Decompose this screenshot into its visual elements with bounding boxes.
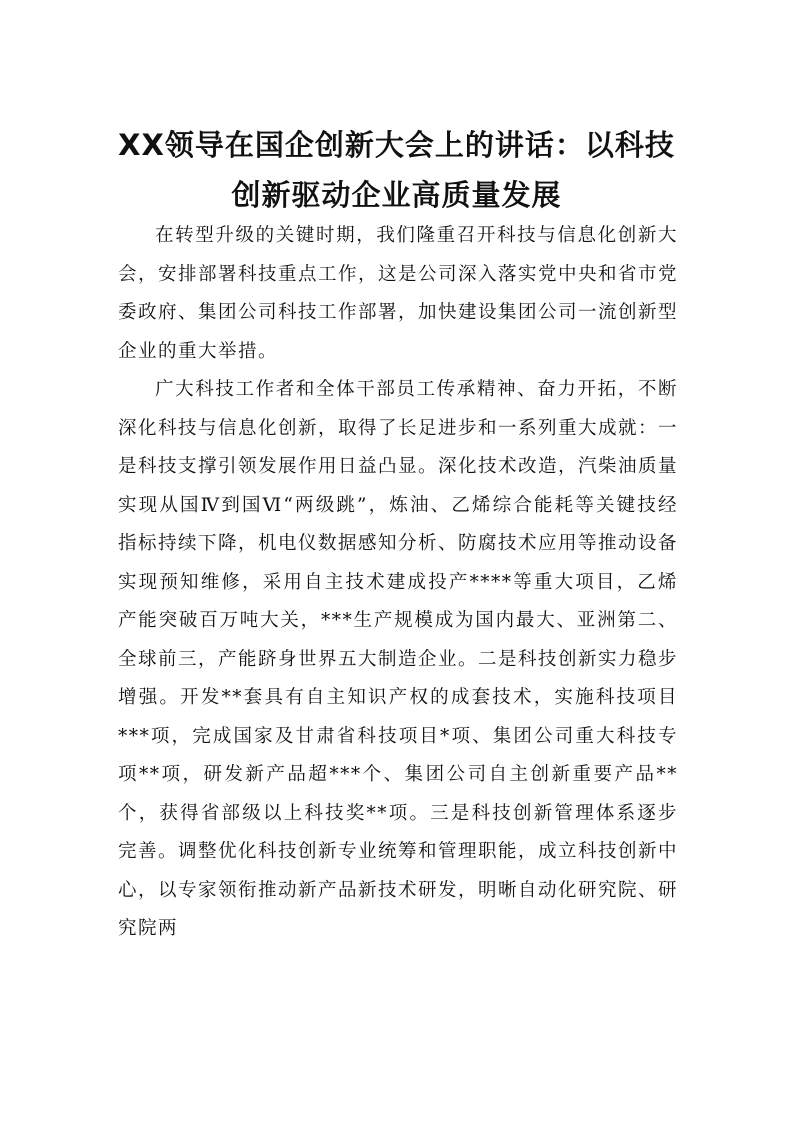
document-title [100,120,693,220]
paragraph: 在转型升级的关键时期，我们隆重召开科技与信息化创新大会，安排部署科技重点工作，这是公司深入落实党中央和省市党委政府、集团公司科技工作部署，加快建设集团公司一流创新型企业的重大举措。 [118,225,679,362]
document-body [118,217,678,949]
paragraph: 广大科技工作者和全体干部员工传承精神、奋力开拓，不断深化科技与信息化创新，取得了长足进步和一系列重大成就：一是科技支撑引领发展作用日益凸显。深化技术改造，汽柴油质量实现从国Ⅳ到国Ⅵ“两级跳”，炼油、乙烯综合能耗等关键技经指标持续下降，机电仪数据感知分析、防腐技术应用等推动设备实现预知维修，采用自主技术建成投产****等重大项目，乙烯产能突破百万吨大关，***生产规模成为国内最大、亚洲第二、全球前三，产能跻身世界五大制造企业。二是科技创新实力稳步增强。开发**套具有自主知识产权的成套技术，实施科技项目***项，完成国家及甘肃省科技项目*项、集团公司重大科技专项**项，研发新产品超***个、集团公司自主创新重要产品**个，获得省部级以上科技奖**项。三是科技创新管理体系逐步完善。调整优化科技创新专业统筹和管理职能，成立科技创新中心，以专家领衔推动新产品新技术研发，明晰自动化研究院、研究院两 [118,379,679,939]
title-line-2: 创新驱动企业高质量发展 [231,178,562,212]
title-line-1: XX领导在国企创新大会上的讲话：以科技 [118,128,675,162]
